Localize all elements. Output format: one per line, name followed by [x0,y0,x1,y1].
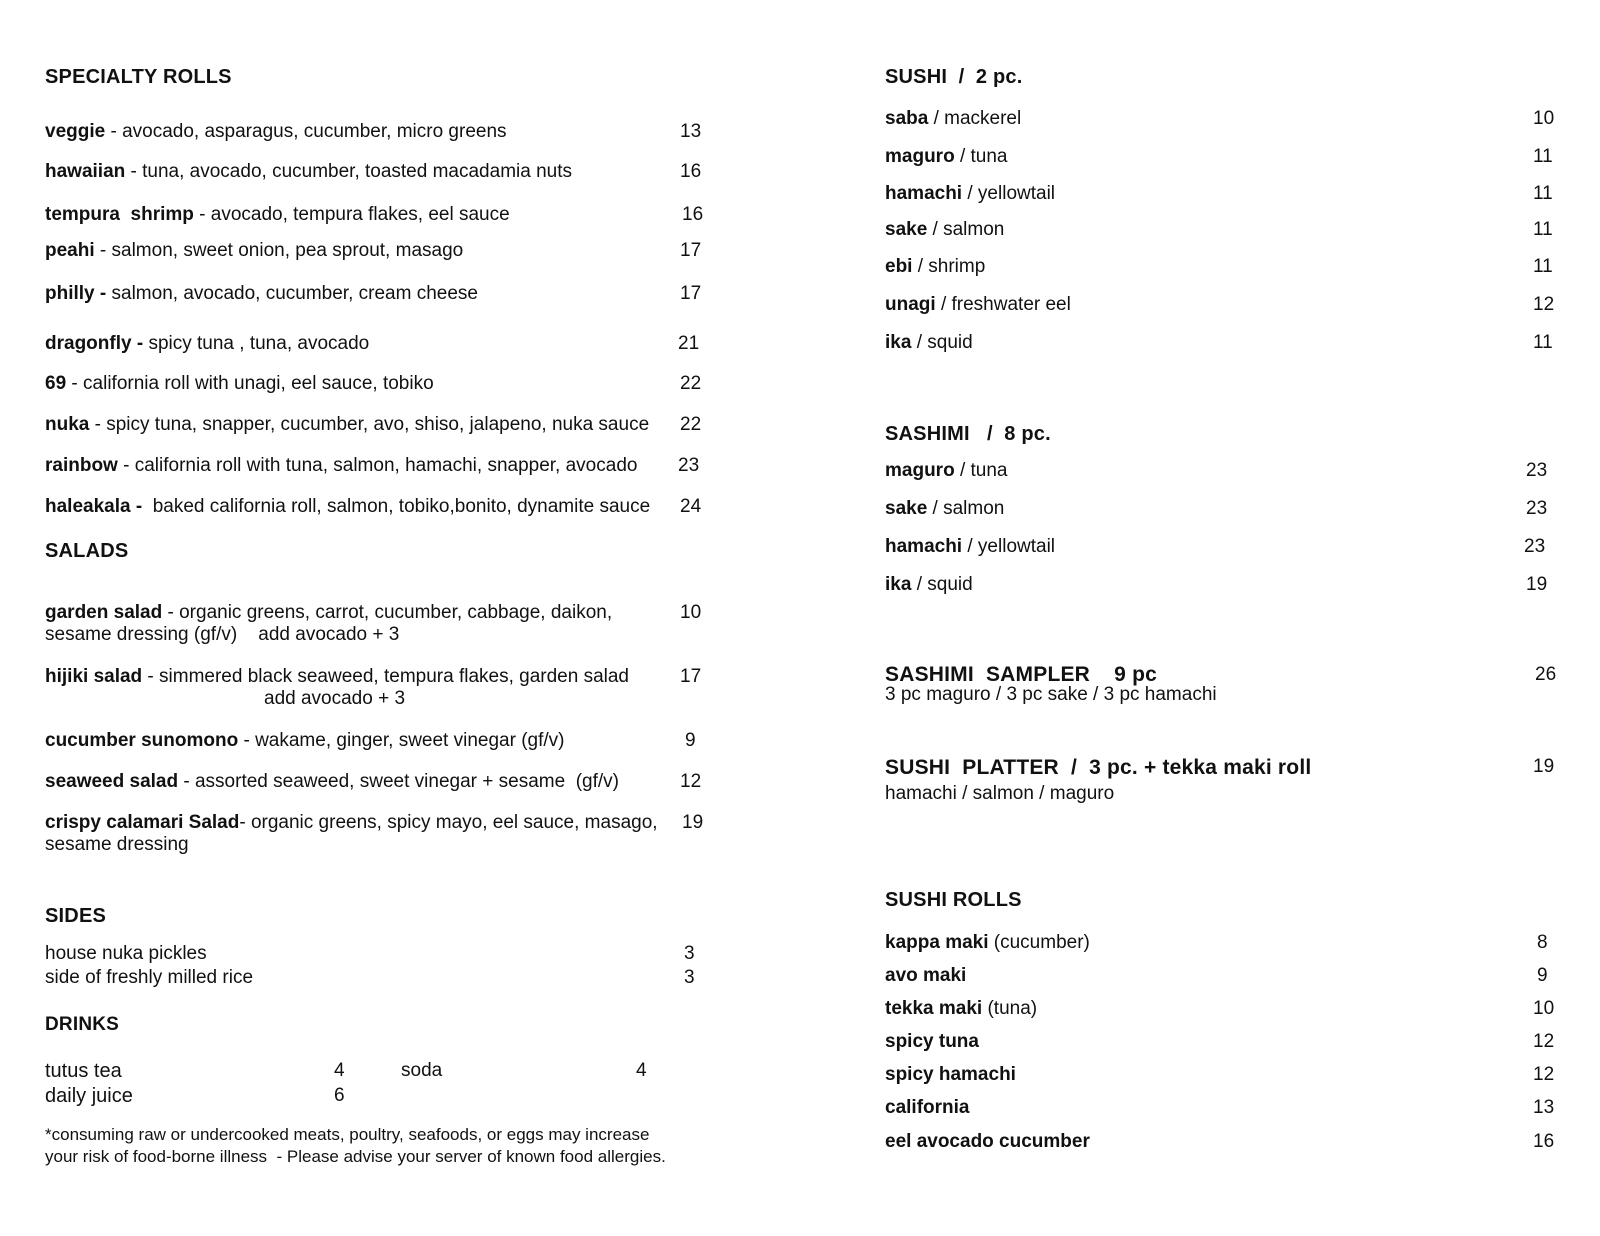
item-price: 19 [1526,574,1548,595]
sashimi-sampler-desc: 3 pc maguro / 3 pc sake / 3 pc hamachi [885,684,1217,705]
item-price: 13 [680,121,702,142]
item-name: hijiki salad [45,666,143,687]
menu-item [45,496,650,518]
item-name: kappa maki [885,932,989,953]
item-desc: - assorted seaweed, sweet vinegar + sesame (gf/v) [178,771,619,792]
item-desc: - salmon, sweet onion, pea sprout, masago [94,240,464,261]
drinks-heading: DRINKS [45,1014,120,1035]
sashimi-heading: SASHIMI / 8 pc. [885,423,1051,445]
item-name: maguro [885,146,955,167]
item-price: 26 [1535,664,1557,685]
item-name: california [885,1097,970,1118]
item-name: crispy calamari Salad [45,812,240,833]
item-desc: - spicy tuna, snapper, cucumber, avo, shiso, jalapeno, nuka sauce [89,414,650,435]
item-desc: / squid [911,332,973,353]
item-desc: salmon, avocado, cucumber, cream cheese [106,283,478,304]
item-price: 10 [1533,108,1555,129]
menu-item [885,146,1008,168]
item-name: nuka [45,414,90,435]
salads-heading: SALADS [45,540,129,562]
item-price: 11 [1533,183,1553,204]
sushi-heading: SUSHI / 2 pc. [885,66,1023,88]
item-desc: / tuna [954,460,1008,481]
item-price: 9 [1537,965,1548,986]
item-desc: / yellowtail [962,183,1056,204]
item-price: 16 [1533,1131,1555,1152]
item-name: hawaiian [45,161,126,182]
menu-item [885,536,1055,558]
item-price: 4 [636,1060,647,1081]
menu-item [885,256,985,278]
side-item-name: side of freshly milled rice [45,967,254,988]
menu-item [45,602,612,624]
menu-item [885,183,1055,205]
menu-item [885,574,973,596]
item-price: 3 [684,943,695,964]
item-name: avo maki [885,965,967,986]
item-price: 17 [680,240,702,261]
menu-item [45,771,619,793]
disclaimer-line1: *consuming raw or undercooked meats, poultry, seafoods, or eggs may increase [45,1125,650,1144]
specialty-rolls-heading: SPECIALTY ROLLS [45,66,232,88]
item-price: 12 [1533,1064,1555,1085]
item-name: rainbow [45,455,118,476]
item-price: 22 [680,414,702,435]
item-desc: / freshwater eel [935,294,1071,315]
item-name: 69 [45,373,67,394]
item-desc-line2: add avocado + 3 [264,688,406,709]
item-name: tempura shrimp [45,204,194,225]
menu-item [885,998,1037,1020]
item-price: 11 [1533,332,1553,353]
item-price: 21 [678,333,700,354]
item-name: unagi [885,294,936,315]
item-desc: / mackerel [928,108,1022,129]
item-price: 19 [1533,756,1555,777]
disclaimer-line2: your risk of food-borne illness - Please advise your server of known food allergies. [45,1147,666,1166]
menu-item [45,666,629,688]
item-name: spicy tuna [885,1031,979,1052]
item-price: 23 [1524,536,1546,557]
menu-item [885,1064,1016,1086]
item-price: 12 [1533,294,1555,315]
item-desc: (cucumber) [988,932,1090,953]
drink-item-name: tutus tea [45,1060,122,1082]
item-desc-line2: sesame dressing [45,834,189,855]
item-name: sake [885,498,928,519]
menu-item [45,121,507,143]
item-desc: - organic greens, spicy mayo, eel sauce, masago, [239,812,658,833]
sushi-platter-heading: SUSHI PLATTER / 3 pc. + tekka maki roll [885,756,1312,779]
item-price: 4 [334,1060,345,1081]
item-desc: (tuna) [982,998,1038,1019]
item-price: 12 [1533,1031,1555,1052]
item-desc: / salmon [927,219,1005,240]
item-desc: / salmon [927,498,1005,519]
item-price: 9 [685,730,696,751]
sushi-platter-desc: hamachi / salmon / maguro [885,783,1115,804]
item-name: dragonfly - [45,333,144,354]
menu-item [45,455,637,477]
menu-item [885,332,973,354]
item-desc: baked california roll, salmon, tobiko,bonito, dynamite sauce [142,496,651,517]
item-name: eel avocado cucumber [885,1131,1090,1152]
item-price: 11 [1533,256,1553,277]
menu-item [885,498,1004,520]
menu-item [45,373,434,395]
item-price: 22 [680,373,702,394]
item-name: seaweed salad [45,771,179,792]
item-name: philly - [45,283,107,304]
menu-item [885,460,1008,482]
item-desc: / tuna [954,146,1008,167]
item-price: 17 [680,666,702,687]
side-item-name: house nuka pickles [45,943,207,964]
item-desc: / shrimp [912,256,986,277]
item-price: 16 [680,161,702,182]
menu-item [45,204,510,226]
menu-item [885,1131,1090,1153]
item-name: hamachi [885,183,963,204]
item-name: maguro [885,460,955,481]
item-price: 23 [1526,498,1548,519]
item-price: 17 [680,283,702,304]
item-name: spicy hamachi [885,1064,1016,1085]
item-desc: spicy tuna , tuna, avocado [143,333,370,354]
menu-item [45,414,649,436]
item-price: 23 [1526,460,1548,481]
menu-item [45,333,369,355]
menu-item [45,240,463,262]
item-price: 6 [334,1085,345,1106]
sushi-rolls-heading: SUSHI ROLLS [885,889,1022,911]
item-desc: - wakame, ginger, sweet vinegar (gf/v) [238,730,565,751]
menu-item [885,932,1090,954]
item-price: 3 [684,967,695,988]
item-desc: / yellowtail [962,536,1056,557]
item-name: veggie [45,121,106,142]
item-price: 19 [682,812,704,833]
item-price: 24 [680,496,702,517]
menu-item [885,1097,969,1119]
item-name: peahi [45,240,95,261]
item-name: sake [885,219,928,240]
item-name: haleakala - [45,496,143,517]
item-price: 10 [680,602,702,623]
item-name: tekka maki [885,998,983,1019]
item-price: 13 [1533,1097,1555,1118]
item-price: 16 [682,204,704,225]
item-desc: / squid [911,574,973,595]
item-name: ika [885,574,912,595]
item-price: 11 [1533,146,1553,167]
drink-item-name: daily juice [45,1085,133,1107]
item-name: ebi [885,256,913,277]
item-desc-line2: sesame dressing (gf/v) add avocado + 3 [45,624,400,645]
menu-item [885,965,966,987]
item-desc: - avocado, tempura flakes, eel sauce [193,204,510,225]
item-price: 23 [678,455,700,476]
item-price: 12 [680,771,702,792]
item-price: 10 [1533,998,1555,1019]
item-price: 11 [1533,219,1553,240]
item-name: garden salad [45,602,163,623]
item-desc: - avocado, asparagus, cucumber, micro greens [105,121,507,142]
menu-item [885,1031,979,1053]
sashimi-sampler-heading: SASHIMI SAMPLER 9 pc [885,663,1158,686]
item-desc: - california roll with unagi, eel sauce, tobiko [66,373,434,394]
menu-item [45,812,658,834]
item-name: saba [885,108,929,129]
item-name: cucumber sunomono [45,730,239,751]
item-desc: - simmered black seaweed, tempura flakes, garden salad [142,666,630,687]
menu-item [45,283,478,305]
item-name: hamachi [885,536,963,557]
item-name: ika [885,332,912,353]
drink-item-name: soda [401,1060,443,1081]
sides-heading: SIDES [45,905,107,927]
item-price: 8 [1537,932,1548,953]
item-desc: - organic greens, carrot, cucumber, cabbage, daikon, [162,602,613,623]
menu-item [885,219,1004,241]
menu-item [885,108,1021,130]
item-desc: - california roll with tuna, salmon, hamachi, snapper, avocado [117,455,638,476]
menu-item [885,294,1071,316]
menu-item [45,161,572,183]
menu-item [45,730,565,752]
item-desc: - tuna, avocado, cucumber, toasted macadamia nuts [125,161,573,182]
